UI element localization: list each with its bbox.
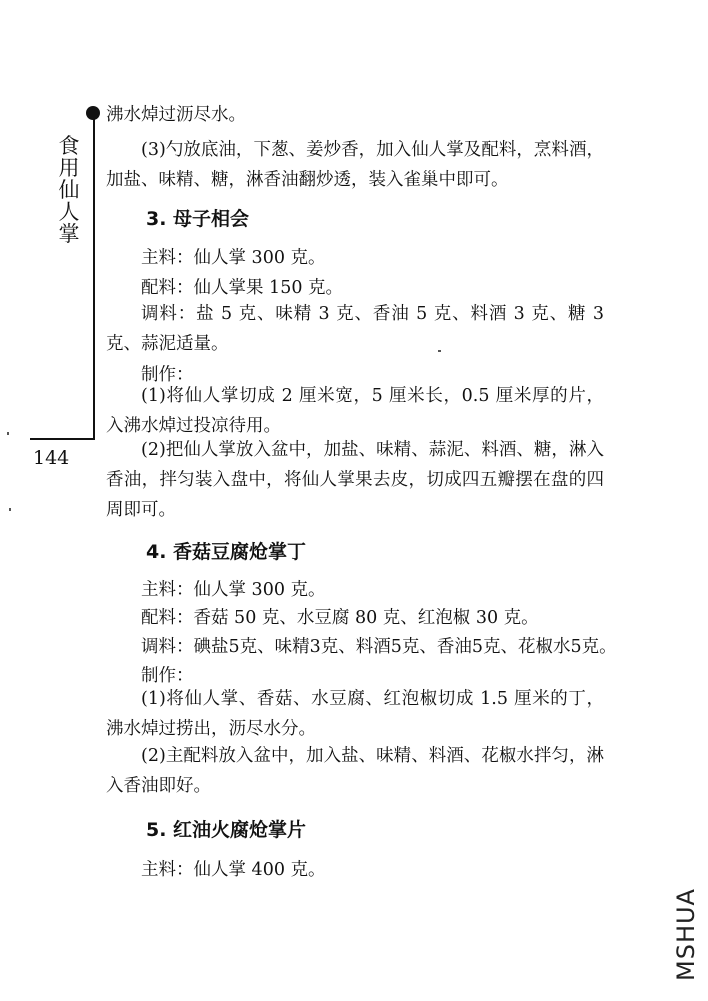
watermark: MSHUA: [672, 888, 700, 982]
main-ingredient: 主料：仙人掌 400 克。: [141, 860, 326, 880]
seasoning: 调料：碘盐5克、味精3克、料酒5克、香油5克、花椒水5克。: [141, 637, 617, 657]
rail-foot-line: [30, 438, 95, 440]
rail-line: [93, 112, 95, 440]
text-line: 沸水焯过沥尽水。: [106, 105, 246, 125]
recipe-title: 4. 香菇豆腐炝掌丁: [146, 541, 307, 563]
recipe-title: 3. 母子相会: [146, 208, 250, 230]
method-label: 制作：: [141, 666, 194, 686]
step-paragraph: (1)将仙人掌切成 2 厘米宽，5 厘米长，0.5 厘米厚的片，入沸水焯过投凉待用。: [106, 386, 604, 436]
scan-speck: [9, 508, 11, 511]
step-paragraph: (2)把仙人掌放入盆中，加盐、味精、蒜泥、料酒、糖，淋入香油，拌匀装入盘中，将仙人掌果去皮，切成四五瓣摆在盘的四周即可。: [106, 440, 604, 520]
aux-ingredient: 配料：香菇 50 克、水豆腐 80 克、红泡椒 30 克。: [141, 608, 539, 628]
aux-ingredient: 配料：仙人掌果 150 克。: [141, 278, 344, 298]
step-paragraph: (2)主配料放入盆中，加入盐、味精、料酒、花椒水拌匀，淋入香油即好。: [106, 746, 604, 796]
step-paragraph: (3)勺放底油，下葱、姜炒香，加入仙人掌及配料，烹料酒，加盐、味精、糖，淋香油翻炒透，装入雀巢中即可。: [106, 140, 604, 190]
scan-speck: [7, 432, 9, 435]
page-number: 144: [33, 447, 70, 469]
main-ingredient: 主料：仙人掌 300 克。: [141, 248, 326, 268]
method-label: 制作：: [141, 365, 194, 385]
step-paragraph: (1)将仙人掌、香菇、水豆腐、红泡椒切成 1.5 厘米的丁，沸水焯过捞出，沥尽水分。: [106, 689, 604, 739]
recipe-title: 5. 红油火腐炝掌片: [146, 819, 307, 841]
seasoning: 调料：盐 5 克、味精 3 克、香油 5 克、料酒 3 克、糖 3 克、蒜泥适量。: [106, 304, 604, 354]
book-title: 食用仙人掌: [58, 134, 80, 246]
main-ingredient: 主料：仙人掌 300 克。: [141, 580, 326, 600]
